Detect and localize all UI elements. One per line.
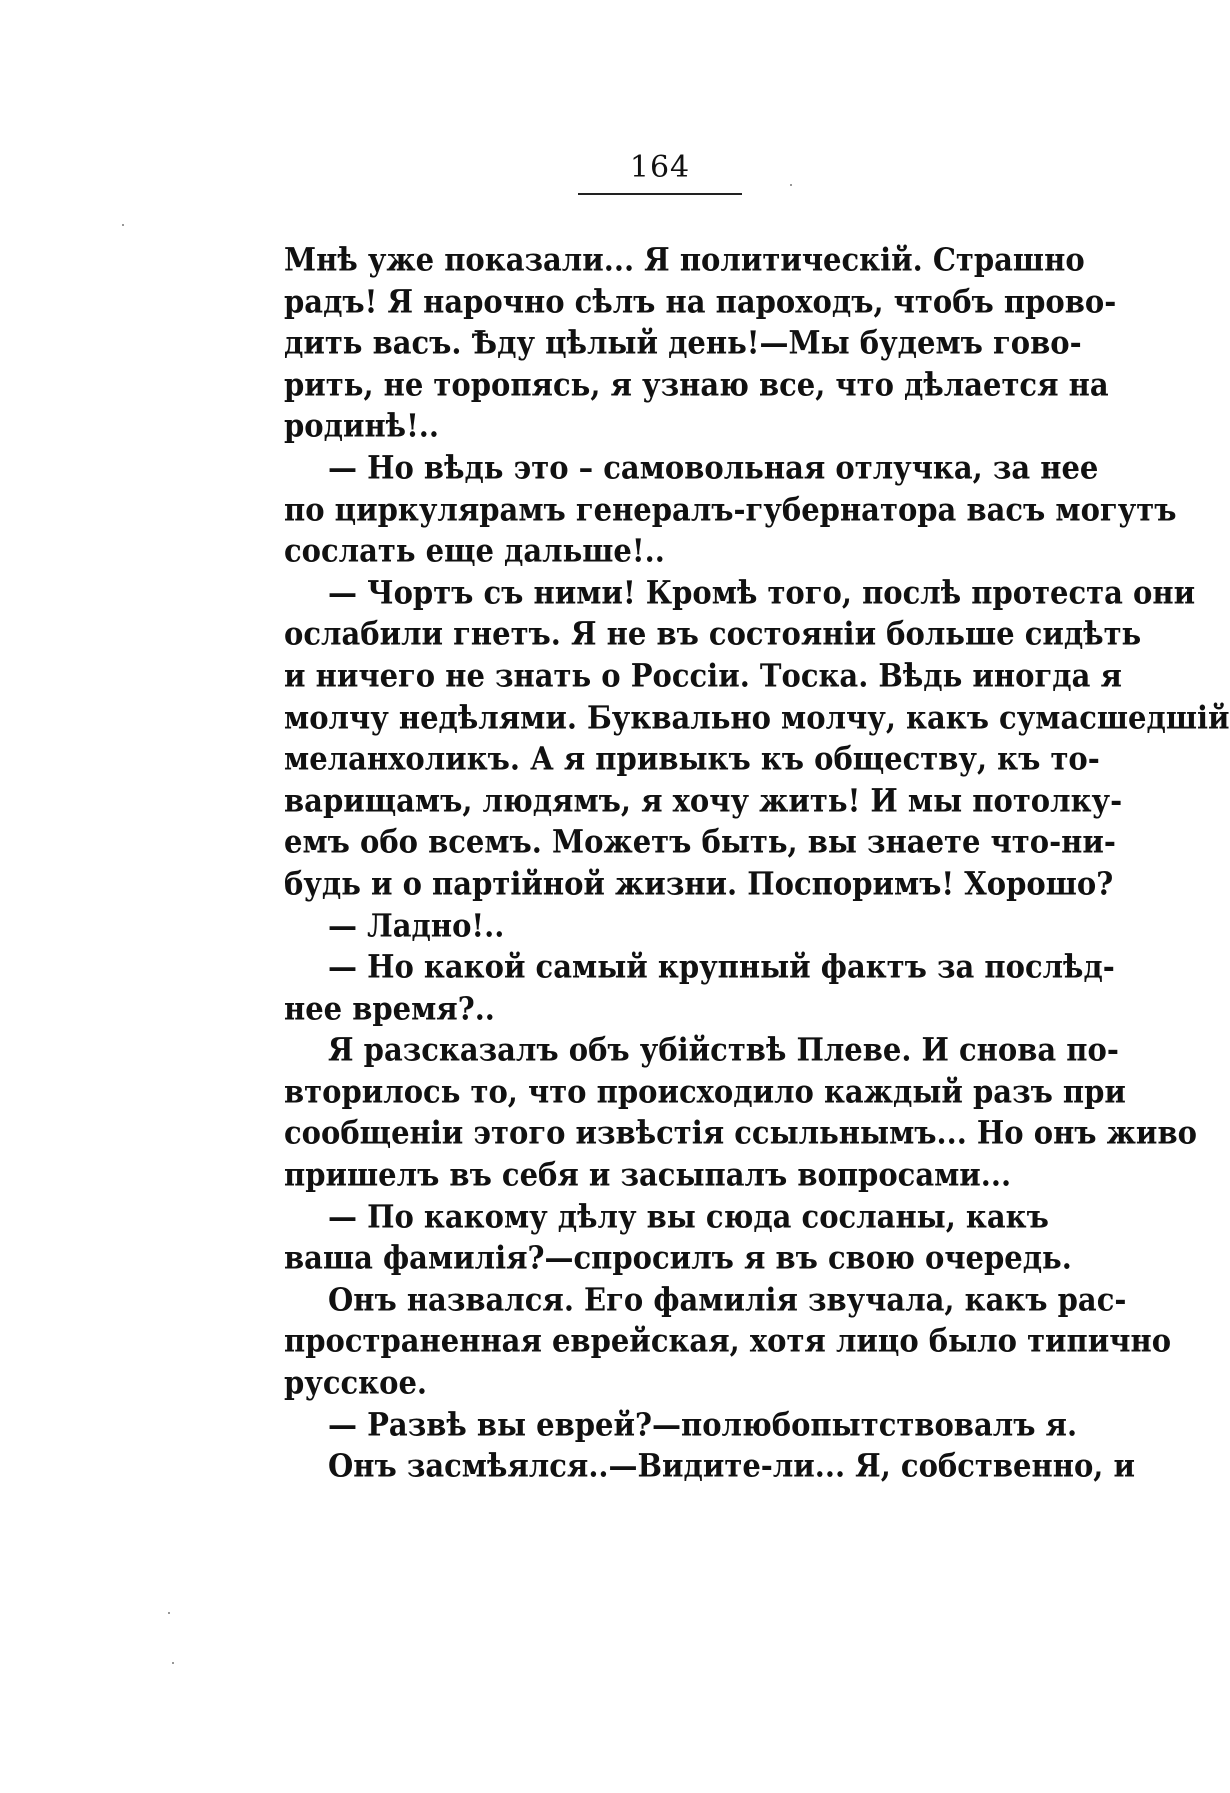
text-line: — Ладно!.. xyxy=(328,907,505,944)
paper-speck xyxy=(122,224,124,226)
text-line: емъ обо всемъ. Можетъ быть, вы знаете что-ни- xyxy=(284,823,1116,861)
text-line: сослать еще дальше!.. xyxy=(284,532,665,570)
text-line: нее время?.. xyxy=(284,990,495,1027)
text-line: радъ! Я нарочно сѣлъ на пароходъ, чтобъ прово- xyxy=(284,283,1117,320)
text-line: ослабили гнетъ. Я не въ состояніи больше сидѣть xyxy=(284,615,1142,653)
text-line: меланхоликъ. А я привыкъ къ обществу, къ то- xyxy=(284,740,1100,778)
text-line: по циркулярамъ генералъ-губернатора васъ могутъ xyxy=(284,491,1177,528)
text-line: вторилось то, что происходило каждый разъ при xyxy=(284,1073,1126,1111)
text-line: родинѣ!.. xyxy=(284,407,439,445)
text-line: — По какому дѣлу вы сюда сосланы, какъ xyxy=(328,1198,1049,1235)
page-number: 164 xyxy=(629,150,691,185)
text-line: и ничего не знать о Россіи. Тоска. Вѣдь иногда я xyxy=(284,657,1122,695)
text-line: Онъ засмѣялся..—Видите-ли... Я, собственно, и xyxy=(328,1447,1136,1485)
text-line: ваша фамилія?—спросилъ я въ свою очередь. xyxy=(284,1239,1072,1277)
text-line: Я разсказалъ объ убійствѣ Плеве. И снова по- xyxy=(328,1031,1119,1069)
text-line: русское. xyxy=(284,1364,427,1402)
body-text xyxy=(284,240,1230,1488)
text-line: пространенная еврейская, хотя лицо было типично xyxy=(284,1323,1172,1360)
text-line: сообщеніи этого извѣстія ссыльнымъ... Но онъ живо xyxy=(284,1115,1197,1152)
text-line: — Чортъ съ ними! Кромѣ того, послѣ протеста они xyxy=(328,574,1196,612)
text-line: пришелъ въ себя и засыпалъ вопросами... xyxy=(284,1156,1012,1194)
text-line: — Развѣ вы еврей?—полюбопытствовалъ я. xyxy=(328,1406,1078,1443)
paper-speck xyxy=(172,1662,174,1664)
text-line: Мнѣ уже показали... Я политическій. Страшно xyxy=(284,241,1085,279)
text-line: рить, не торопясь, я узнаю все, что дѣлается на xyxy=(284,366,1109,404)
paper-speck xyxy=(168,1612,170,1614)
paper-speck xyxy=(790,184,792,186)
text-line: варищамъ, людямъ, я хочу жить! И мы потолку- xyxy=(284,782,1123,820)
text-line: молчу недѣлями. Буквально молчу, какъ сумасшедшій xyxy=(284,699,1230,736)
text-line: — Но вѣдь это – самовольная отлучка, за нее xyxy=(328,449,1099,487)
text-line: Онъ назвался. Его фамилія звучала, какъ рас- xyxy=(328,1281,1127,1319)
text-line: будь и о партійной жизни. Поспоримъ! Хорошо? xyxy=(284,865,1114,903)
text-line: — Но какой самый крупный фактъ за послѣд- xyxy=(328,948,1115,986)
page-number-rule xyxy=(578,193,742,195)
text-line: дить васъ. Ѣду цѣлый день!—Мы будемъ гово- xyxy=(284,324,1082,362)
